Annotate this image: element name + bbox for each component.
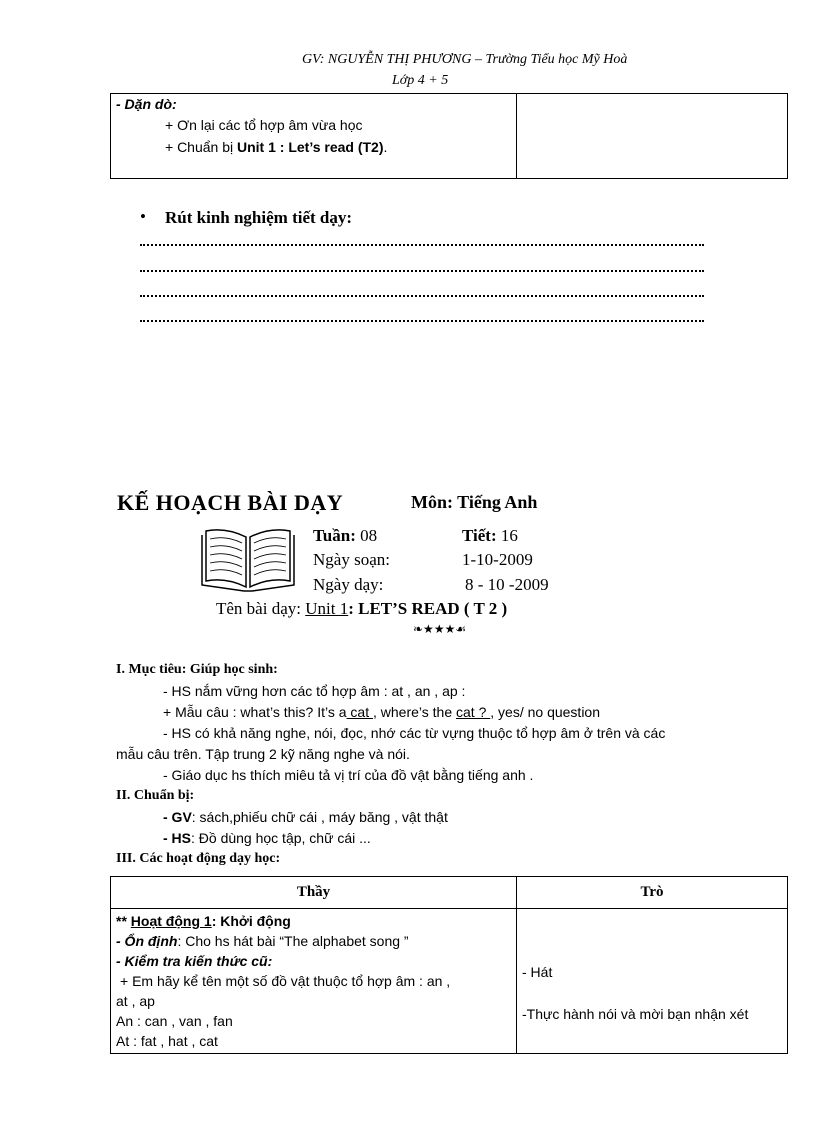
prep-heading: II. Chuẩn bị: [116, 788, 195, 803]
lesson-name: Tên bài dạy: Unit 1: LET’S READ ( T 2 ) [216, 599, 508, 618]
student-activity-1: - Hát [522, 964, 553, 980]
homework-cell [111, 94, 517, 179]
check-heading: - Kiểm tra kiến thức cũ: [116, 953, 273, 969]
prep-date: 1-10-2009 [462, 550, 533, 569]
objectives-heading: I. Mục tiêu: Giúp học sinh: [116, 662, 278, 677]
objective-1: - HS nắm vững hơn các tổ hợp âm : at , an , ap : [163, 683, 466, 699]
col-teacher: Thầy [111, 877, 517, 909]
check-text-2: at , ap [116, 993, 155, 1009]
plan-subject: Môn: Tiếng Anh [411, 492, 538, 512]
review-line-4 [140, 320, 704, 322]
homework-empty-cell [517, 94, 788, 179]
check-text-1: + Em hãy kể tên một số đồ vật thuộc tổ hợp âm : an , [120, 973, 451, 989]
col-student: Trò [517, 877, 788, 909]
homework-table [110, 93, 788, 179]
review-label: Rút kinh nghiệm tiết dạy: [165, 208, 353, 227]
activities-table [110, 876, 788, 1054]
ornament: ❧★★★☙ [413, 622, 467, 636]
period: Tiết: 16 [462, 526, 518, 545]
objective-3-cont: mẫu câu trên. Tập trung 2 kỹ năng nghe và nói. [116, 746, 410, 762]
homework-item-1: + Ơn lại các tổ hợp âm vừa học [165, 117, 363, 133]
plan-title: KẾ HOẠCH BÀI DẠY [117, 490, 344, 515]
homework-heading: - Dặn dò: [116, 96, 177, 112]
week: Tuần: 08 [313, 526, 378, 545]
teach-date: 8 - 10 -2009 [465, 575, 549, 594]
objective-3: - HS có khả năng nghe, nói, đọc, nhớ các từ vựng thuộc tổ hợp âm ở trên và các [163, 725, 666, 741]
stabilize-line: - Ổn định: Cho hs hát bài “The alphabet song ” [116, 933, 409, 949]
activities-heading: III. Các hoạt động dạy học: [116, 851, 281, 866]
review-line-2 [140, 270, 704, 272]
activity-title: ** Hoạt động 1: Khởi động [116, 913, 291, 929]
header-teacher: GV: NGUYỄN THỊ PHƯƠNG – Trường Tiểu học Mỹ Hoà [302, 52, 628, 67]
objective-2: + Mẫu câu : what’s this? It’s a cat , where’s the cat ? , yes/ no question [163, 704, 601, 720]
teach-date-label: Ngày dạy: [313, 575, 384, 594]
student-activity-cell [517, 909, 788, 1054]
teacher-activity-cell [111, 909, 517, 1054]
review-line-3 [140, 295, 704, 297]
at-line: At : fat , hat , cat [116, 1033, 218, 1049]
review-line-1 [140, 244, 704, 246]
homework-item-2: + Chuẩn bị Unit 1 : Let’s read (T2). [165, 139, 388, 155]
open-book-icon [196, 525, 300, 597]
prep-gv: - GV: sách,phiếu chữ cái , máy băng , vật thật [163, 809, 448, 825]
objective-4: - Giáo dục hs thích miêu tả vị trí của đồ vật bằng tiếng anh . [163, 767, 534, 783]
an-line: An : can , van , fan [116, 1013, 233, 1029]
prep-date-label: Ngày soạn: [313, 550, 390, 569]
prep-hs: - HS: Đồ dùng học tập, chữ cái ... [163, 830, 371, 846]
header-grade: Lớp 4 + 5 [392, 73, 449, 88]
review-bullet: • [140, 207, 146, 226]
student-activity-2: -Thực hành nói và mời bạn nhận xét [522, 1006, 749, 1022]
